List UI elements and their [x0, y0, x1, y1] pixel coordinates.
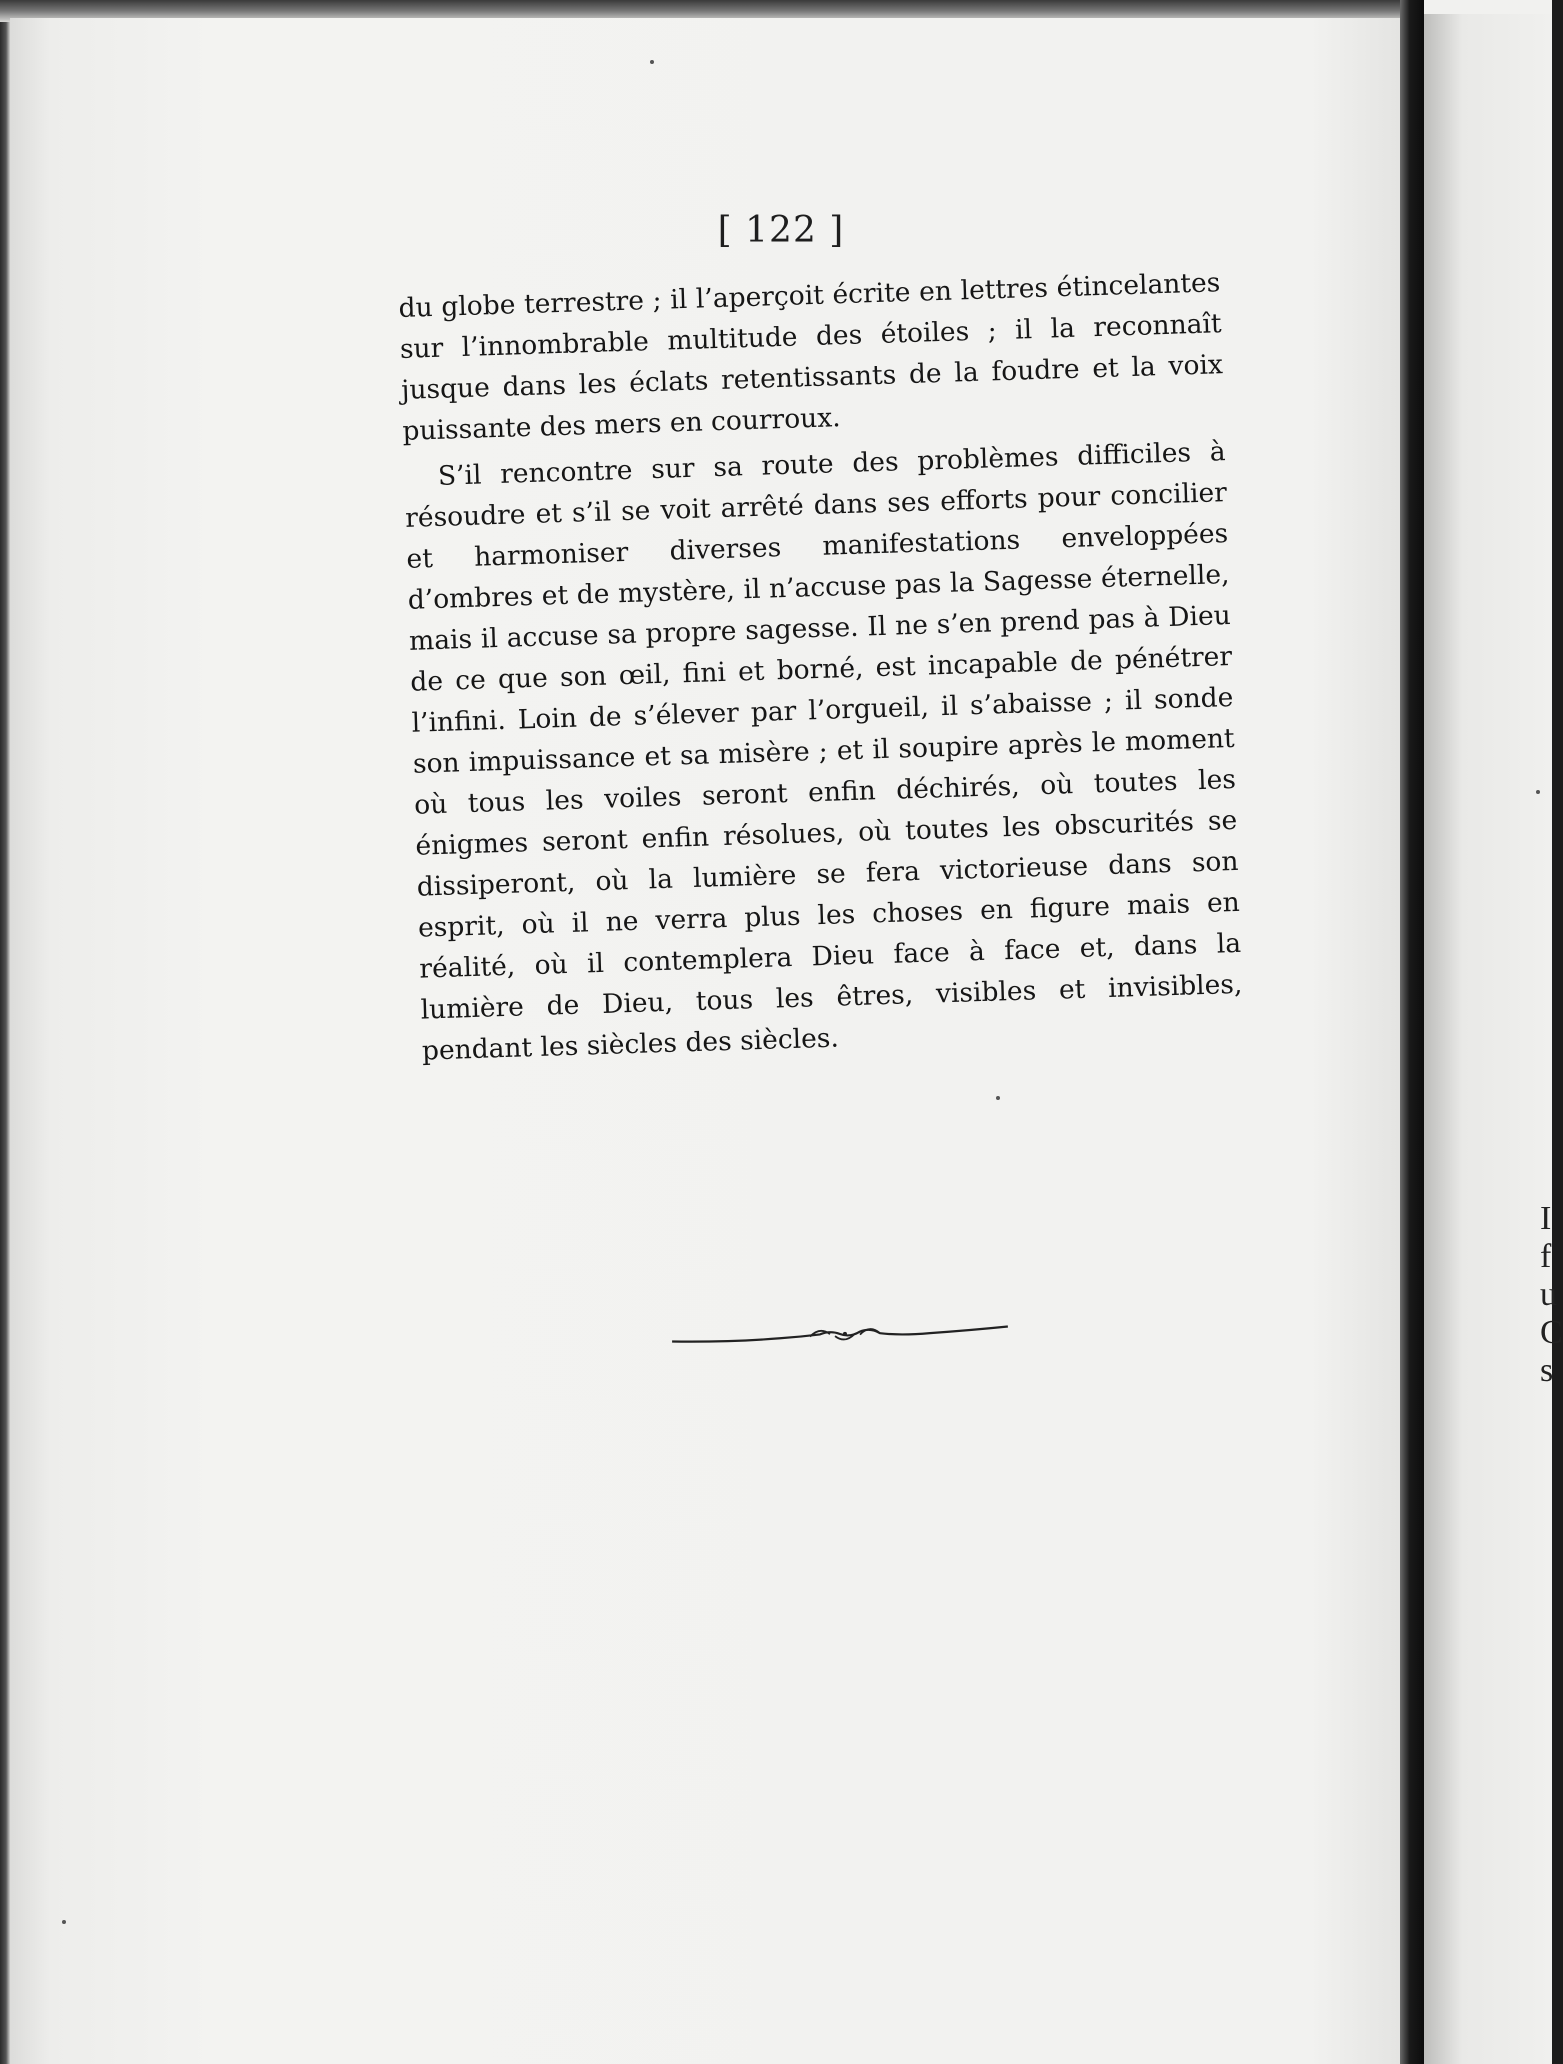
facing-page-letters — [1540, 1200, 1563, 1390]
page-number: [ 122 ] — [717, 210, 845, 251]
dust-speck — [996, 1096, 1000, 1100]
body-text — [398, 262, 1244, 1071]
paragraph: S’il rencontre sur sa route des problèmes difficiles à résoudre et s’il se voit arrêté dans ses efforts pour concilier et harmoniser diverses manifestations enveloppées d’ombres et de mystère, il n’accuse pas la Sagesse éternelle, mais il accuse sa propre sagesse. Il ne s’en prend pas à Dieu de ce que son œil, fini et borné, est incapable de pénétrer l’infini. Loin de s’élever par l’orgueil, il s’abaisse ; il sonde son impuissance et sa misère ; et il soupire après le moment où tous les voiles seront enfin déchirés, où toutes les énigmes seront enfin résolues, où toutes les obscurités se dissiperont, où la lumière se fera victorieuse dans son esprit, où il ne verra plus les choses en figure mais en réalité, où il contemplera Dieu face à face et, dans la lumière de Dieu, tous les êtres, visibles et invisibles, pendant les siècles des siècles. — [404, 436, 1243, 1067]
paragraph: du globe terrestre ; il l’aperçoit écrite en lettres étincelantes sur l’innombrable multitude des étoiles ; il la reconnaît jusque dans les éclats retentissants de la foudre et la voix puissante des mers en courroux. — [398, 267, 1224, 447]
facing-letter: u — [1540, 1276, 1557, 1313]
facing-letter: f — [1540, 1238, 1552, 1275]
facing-letter: C — [1540, 1314, 1563, 1351]
book-gutter — [1400, 0, 1424, 2064]
dust-speck — [1536, 790, 1540, 794]
facing-letter: s — [1540, 1352, 1554, 1389]
dust-speck — [650, 60, 654, 64]
facing-page-edge — [1424, 14, 1552, 2064]
facing-letter: I — [1540, 1200, 1552, 1237]
dust-speck — [62, 1920, 66, 1924]
